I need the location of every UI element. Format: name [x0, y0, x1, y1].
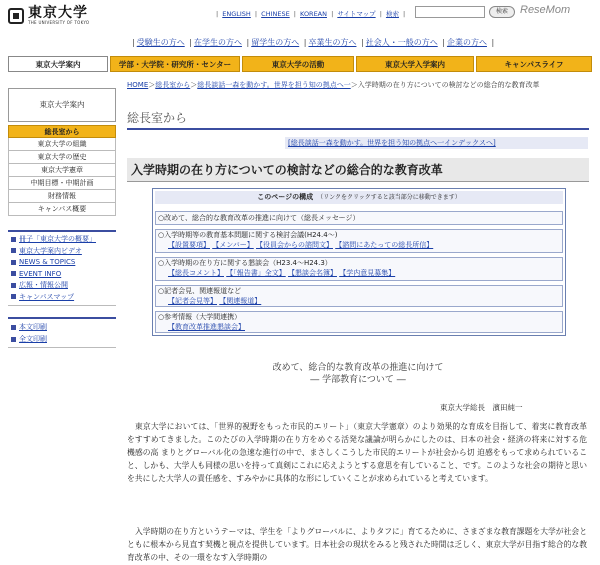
body-paragraph-2: 入学時期の在り方というテーマは、学生を「よりグローバルに、よりタフに」育てるために、さまざまな教育課題を大学が社会とともに根本から見直す契機と視点を提供しています。日本社会の現状をみると残された時間は乏しく、東京大学が目指す総合的な教育改革の中、その一環をなす入学時期の — [127, 527, 587, 562]
toc-link-education-reform[interactable]: 【教育改革推進懇談会】 — [168, 323, 245, 331]
square-bullet-icon — [11, 248, 16, 253]
sidebar-title: 東京大学案内 — [8, 88, 116, 122]
breadcrumb: HOME＞総長室から＞総長談話一森を動かす。世界を担う知の拠点へ一＞入学時期の在り方についての検討などの総合的な教育改革 — [127, 81, 540, 89]
section-subtitle: ― 学部教育について ― — [310, 375, 406, 385]
aud-link-companies[interactable]: 企業の方へ — [446, 38, 487, 47]
tab-campus-life[interactable]: キャンパスライフ — [476, 56, 592, 72]
toc-item-reference: ○参考情報（大学間連携） 【教育改革推進懇談会】 — [155, 311, 563, 333]
aud-link-alumni[interactable]: 卒業生の方へ — [308, 38, 357, 47]
page-category: 総長室から — [127, 111, 188, 125]
utility-links: | ENGLISH | CHINESE | KOREAN | サイトマップ | 検索 | — [216, 10, 406, 18]
toc-item-press: ○記者会見、関連報道など 【記者会見等】 【関連報道】 — [155, 285, 563, 307]
search-button[interactable]: 検索 — [489, 6, 515, 18]
aud-link-students[interactable]: 在学生の方へ — [193, 38, 242, 47]
toc-link-members[interactable]: 【メンバー】 — [212, 241, 254, 249]
aud-link-intl-students[interactable]: 留学生の方へ — [251, 38, 300, 47]
sidebar-link-video[interactable]: 東京大学案内ビデオ — [8, 246, 116, 258]
section-title: 改めて、総合的な教育改革の推進に向けて ― 学部教育について ― — [127, 362, 589, 386]
logo-japanese: 東京大学 — [28, 5, 88, 21]
toc-header: このページの構成 （リンクをクリックすると該当部分に移動できます） — [155, 191, 563, 204]
toc-link-comment[interactable]: 【総長コメント】 — [168, 269, 224, 277]
print-body-link[interactable]: 本文印刷 — [8, 321, 116, 333]
sidebar-item-charter[interactable]: 東京大学憲章 — [8, 164, 116, 177]
logo-english: THE UNIVERSITY OF TOKYO — [28, 20, 90, 25]
square-bullet-icon — [11, 271, 16, 276]
toc-link-setup[interactable]: 【設置要項】 — [168, 241, 210, 249]
toc-link-council-list[interactable]: 【懇談会名簿】 — [287, 269, 337, 277]
square-bullet-icon — [11, 337, 16, 342]
toc-box — [152, 188, 566, 336]
top-header — [0, 0, 600, 30]
sidebar-item-finance[interactable]: 財務情報 — [8, 190, 116, 203]
aud-link-applicants[interactable]: 受験生の方へ — [136, 38, 185, 47]
divider — [127, 128, 589, 130]
toc-link-opinions[interactable]: 【学内意見募集】 — [339, 269, 396, 277]
sidebar-link-pr[interactable]: 広報・情報公開 — [8, 280, 116, 292]
body-paragraph-1: 東京大学においては、「世界的視野をもった市民的エリート」（東京大学憲章）のより効果的な育成を目指して、着実に教育改革をすすめてきました。このたびの入学時期の在り方をめぐる活発な議論が明らかにしたのは、日本の社会・経済の将来に対する危機感の高 まりとグローバル化の急速な進行の中で、まさしくこうした市民的エリートが社会から切 迫感をもって求められていること、しかも、大学人も同様の思いを持って真剣にこれに応えようとする意思を有していること、です。このような社会の期待と思いを共にした大学人の責任感を、すみやかに具体的な形にしていくことが求められていると考えています。 — [127, 422, 587, 483]
sidebar-link-campus-map[interactable]: キャンパスマップ — [8, 292, 116, 304]
aud-link-public[interactable]: 社会人・一般の方へ — [365, 38, 438, 47]
square-bullet-icon — [11, 283, 16, 288]
sidebar-item-organization[interactable]: 東京大学の組織 — [8, 138, 116, 151]
logo-emblem-icon — [8, 8, 24, 24]
toc-link-president-belief[interactable]: 【諮問にあたっての総長所信】 — [335, 241, 434, 249]
search-input[interactable] — [415, 6, 485, 18]
toc-item-message[interactable]: ○改めて、総合的な教育改革の推進に向けて（総長メッセージ） — [155, 211, 563, 225]
toc-link-related-reports[interactable]: 【関連報道】 — [219, 297, 262, 305]
toc-link-report[interactable]: 【「報告書」全文】 — [226, 269, 286, 277]
util-link-korean[interactable]: KOREAN — [300, 10, 327, 18]
sidebar-item-history[interactable]: 東京大学の歴史 — [8, 151, 116, 164]
sidebar-print — [8, 317, 116, 348]
toc-item-review-meeting: ○入学時期等の教育基本問題に関する検討会議(H24.4〜) 【設置要項】 【メンバー】 【役員会からの諮問文】 【諮問にあたっての総長所信】 — [155, 229, 563, 253]
print-all-link[interactable]: 全文印刷 — [8, 333, 116, 345]
sidebar-link-booklet[interactable]: 冊子「東京大学の概要」 — [8, 234, 116, 246]
sidebar-link-events[interactable]: EVENT INFO — [8, 269, 116, 281]
university-logo[interactable] — [8, 6, 89, 25]
square-bullet-icon — [11, 260, 16, 265]
tab-about[interactable]: 東京大学案内 — [8, 56, 108, 72]
square-bullet-icon — [11, 294, 16, 299]
author-signature: 東京大学総長 濱田純一 — [440, 403, 523, 412]
square-bullet-icon — [11, 325, 16, 330]
sidebar-links — [8, 230, 116, 306]
tab-faculties[interactable]: 学部・大学院・研究所・センター — [110, 56, 240, 72]
util-link-search[interactable]: 検索 — [385, 10, 399, 18]
breadcrumb-presidents-office[interactable]: 総長室から — [155, 81, 191, 89]
toc-item-council: ○入学時期の在り方に関する懇談会（H23.4〜H24.3） 【総長コメント】 【「報告書」全文】 【懇談会名簿】 【学内意見募集】 — [155, 257, 563, 281]
audience-nav: | 受験生の方へ | 在学生の方へ | 留学生の方へ | 卒業生の方へ | 社会人・一般の方へ | 企業の方へ | — [132, 38, 495, 47]
sidebar-item-midterm-plan[interactable]: 中期目標・中期計画 — [8, 177, 116, 190]
tab-activities[interactable]: 東京大学の活動 — [242, 56, 354, 72]
toc-link-press-conference[interactable]: 【記者会見等】 — [168, 297, 217, 305]
breadcrumb-statement[interactable]: 総長談話一森を動かす。世界を担う知の拠点へ一 — [197, 81, 351, 89]
tab-admissions[interactable]: 東京大学入学案内 — [356, 56, 474, 72]
breadcrumb-current: 入学時期の在り方についての検討などの総合的な教育改革 — [357, 81, 540, 89]
util-link-english[interactable]: ENGLISH — [222, 10, 251, 18]
toc-link-inquiry[interactable]: 【役員会からの諮問文】 — [255, 241, 333, 249]
page-title: 入学時期の在り方についての検討などの総合的な教育改革 — [127, 158, 589, 182]
square-bullet-icon — [11, 237, 16, 242]
sidebar-item-campus-overview[interactable]: キャンパス概要 — [8, 203, 116, 216]
util-link-sitemap[interactable]: サイトマップ — [337, 10, 376, 18]
main-nav — [8, 56, 592, 72]
index-link[interactable]: [総長談話一森を動かす。世界を担う知の拠点へ一インデックスへ] — [285, 137, 588, 149]
util-link-chinese[interactable]: CHINESE — [261, 10, 290, 18]
breadcrumb-home[interactable]: HOME — [127, 81, 149, 89]
sidebar-item-presidents-office[interactable]: 総長室から — [8, 125, 116, 138]
sidebar-menu — [8, 125, 116, 216]
resemom-watermark: ReseMom — [520, 4, 571, 16]
sidebar-link-news[interactable]: NEWS & TOPICS — [8, 257, 116, 269]
